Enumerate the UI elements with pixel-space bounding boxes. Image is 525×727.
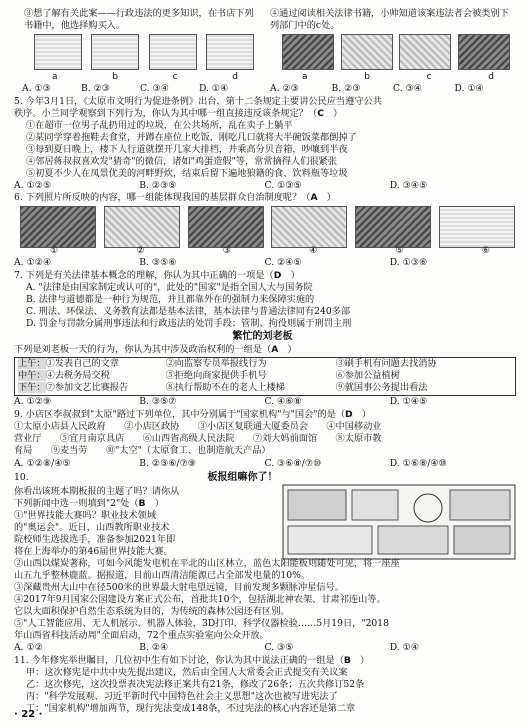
q7-stem: 7. 下列是有关法律基本概念的理解，你认为其中正确的一项是（D ）	[14, 270, 300, 281]
book-images	[34, 34, 254, 70]
photo-4	[271, 206, 347, 248]
page-number: · 22 ·	[14, 708, 43, 720]
q5-options: A. ①②⑤ B. ②③⑤ C. ①③⑤ D. ③④⑤	[14, 180, 428, 191]
department-labels: a b c d	[302, 72, 494, 82]
photo-6	[439, 206, 515, 248]
blackboard-illustration	[282, 484, 516, 560]
book-image-c	[149, 34, 197, 70]
q10-number: 10.	[14, 472, 29, 483]
q10-title: 板报组嘛你了！	[207, 472, 278, 483]
q7-option-b: B. 法律与道德都是一种行为规范，并且都靠外在的强制力来保障实施的	[26, 294, 315, 305]
q9-items-2: 营业厅 ⑤宜月南京具店 ⑥山西省高级人民法院 ⑦刘大妈前面馆 ⑧太原市教	[14, 433, 382, 444]
department-image-a	[282, 34, 334, 70]
department-image-d	[458, 34, 510, 70]
photo-1	[20, 206, 96, 248]
schedule-row-noon: 中午：④去税务局交税 ⑤拒绝向商家提供手机号 ⑥参加公益植树	[18, 370, 400, 381]
q7-option-a: A. "法律是由国家制定或认可的"，此处的"国家"是指全国人大与国务院	[26, 282, 313, 293]
q10-news-1b: 的"奥运会"。近日，山西教所职业技术	[14, 522, 170, 533]
q11-statement-ding: 丁："国家机构"增加两节，现行宪法变成148条，不过宪法的核心内容还是第二章	[26, 703, 356, 714]
q10-news-2a: ②山西以煤炭著称，可如今风能发电机在平北的山区林立，蓝色太阳能板则随处可见，将一座座	[14, 558, 400, 569]
q5-stem-2: 秩序。小兰同学观察到下列行为，你认为其中哪一组直接违反该条规定？（C ）	[14, 108, 343, 119]
q6-stem: 6. 下列照片所反映的内容，哪一组能体现我国的基层群众自治制度呢？（A ）	[14, 192, 336, 203]
q10-news-4a: ④2017年9月国家公园建设方案正式公布，首批共10个，包括湖北神农架、甘肃祁连山等。	[14, 594, 386, 605]
q8-stem: 下列是刘老板一天的行为，你认为其中涉及政治权利的一组是（A ）	[14, 344, 297, 355]
q9-options: A. ①②⑧/④⑤ B. ②③⑥/⑦⑨ C. ③⑥⑧/⑦⑩ D. ①⑥⑧/④⑩	[14, 458, 447, 469]
department-images	[282, 34, 510, 70]
q10-news-4b: 它以大面积保护自然生态系统为目的，为传统的森林公园还有区别。	[14, 606, 290, 617]
department-image-c	[399, 34, 451, 70]
q9-items-1: ①太原小店县人民政府 ②小店区政协 ③小店区复联通大厦委员会 ④中国移动业	[14, 421, 382, 432]
q11-answer: B	[343, 655, 351, 666]
q8-options: A. ①②⑨ B. ③⑤⑦ C. ④⑥⑧ D. ①④⑤	[14, 396, 428, 407]
photo-3	[188, 206, 264, 248]
q7-answer: D	[273, 270, 282, 281]
q11-statement-yi: 乙：这次修宪，这次投票表决宪法修正案共有21条，修改了26条；五次共修订52条	[26, 679, 365, 690]
schedule-row-morning: 上午：①发表自己的文章 ②向监察专员举报线行为 ③刷手机有问题去找消协	[18, 358, 437, 369]
q10-news-1a: ①"世界技能大赛吗？职业技术领域	[14, 510, 157, 521]
q10-stem-1: 你看出该班本期板报的主题了吗？请你从	[14, 486, 180, 497]
q10-options: A. ①② B. ②④ C. ③⑤ D. ①④	[14, 642, 420, 653]
q5-item: ③每到夏日晚上，楼下人行道就摆开几家大排档，并乘高分贝音箱，吵嚷到半夜	[26, 144, 348, 155]
photo-5	[355, 206, 431, 248]
q5-item: ②某同学穿着拖鞋去食堂，并蹲在座位上吃饭，刚吃几口就将大半碗饭菜都倒掉了	[26, 132, 357, 143]
q5-item: ①在超市一位男子乱扔用过的垃圾，在公共场所，乱在卖子上躺平	[26, 120, 293, 131]
q4-item3-text: ③想了解有关此案——行政违法的更多知识，在书店下列书籍中，他选择购买入。	[24, 8, 254, 31]
q10-news-2b: 山五九乎整林鹿蓝。据报道，目前山西清洁能源已占全部发电量的10%。	[14, 570, 311, 581]
q7-option-c: C. 刑法、环保法、义务教育法都是基本法律，基本法律与普通法律同有240多部	[26, 306, 351, 317]
q4-left-options: A. ①③ B. ②③ C. ③④ D. ①④	[22, 83, 229, 94]
photo-2	[104, 206, 180, 248]
book-image-d	[206, 34, 254, 70]
q10-stem-2: 下列新闻中选一则填到"2"处（B ）	[14, 498, 164, 509]
q10-answer: B	[138, 498, 146, 509]
q10-news-5a: ⑤"人工智能应用、无人机展示、机器人体验，3D打印、科学仪器检验……5月19日，"2018	[14, 618, 389, 629]
q6-photo-labels: ① ② ③ ④ ⑤ ⑥	[50, 246, 490, 256]
q5-item: ④邻居蒋叔叔喜欢发"猜奇"的微信，诸如"鸡蛋造假"等，常常摘得人们很紧张	[26, 156, 337, 167]
book-image-b	[91, 34, 139, 70]
q8-answer: A	[271, 344, 279, 355]
q4-right-options: A. ②③ B. ②③ C. ③④ D. ①④	[270, 83, 484, 94]
q9-answer: D	[345, 409, 353, 420]
q5-answer: C	[317, 108, 324, 119]
q10-news-3: ③深藏贵州大山中在径500米的世界最大射电望远镜，目前发现多颗脉冲星信号。	[14, 582, 344, 593]
q6-answer: A	[310, 192, 318, 203]
book-labels: a b c d	[52, 72, 238, 82]
q5-item: ⑤初夏不少人在凤景优美的河畔野炊，结束后留下遍地狼籍的食、饮料瓶等垃圾	[26, 168, 348, 179]
schedule-row-afternoon: 下午：⑦参加文艺比赛报告 ⑧执行帮助不在的老人上楼梯 ⑨就国事公务提出看法	[18, 382, 428, 393]
q6-photos	[20, 206, 515, 248]
q11-stem: 11. 今年修宪举世瞩目，几位初中生有如下讨论，你认为其中说法正确的一组是（B ）	[14, 655, 370, 666]
q7-option-d: D. 罚金与罚款分属刑事违法和行政违法的处罚手段；管制、拘役则属于刑罚主刑	[26, 318, 352, 329]
q9-items-3: 育局 ⑨麦当劳 ⑩"太空"（太原食工、也制造航天产品）	[14, 445, 271, 456]
q10-news-5b: 年山西省科技活动周"全面启动，72个重点实验室向公众开放。	[14, 630, 269, 641]
q10-news-1d: 将在上海举办的第46届世界技能大赛。	[14, 546, 173, 557]
q5-stem-1: 5. 今年3月1日，《太原市文明行为促进条例》出台，第十二条规定主要讲公民应当遵守公共	[14, 96, 382, 107]
q9-stem: 9. 小店区李叔叔到"太原"路过下列单位，其中分别属于"国家机构"与"国会"的是（D ）	[14, 409, 372, 420]
board-title: 繁忙的刘老板	[232, 331, 293, 342]
q6-options: A. ①②④ B. ③⑤⑥ C. ②④⑤ D. ①③⑥	[14, 257, 428, 268]
department-image-b	[341, 34, 393, 70]
book-image-a	[34, 34, 82, 70]
q11-statement-jia: 甲：这次修宪是中共中央先提出建议，然后由全国人大常委会正式提交有关议案	[26, 667, 348, 678]
q10-news-1c: 院校师生选拔选手，准备参加2021年即	[14, 534, 176, 545]
q11-statement-bing: 丙："科学发展观、习近平新时代中国特色社会主义思想"这次也被写进宪法了	[26, 691, 338, 702]
q4-item4-text: ④通过阅读相关法律书籍，小帅知道该案违法者会被类别下列部门中的c处。	[270, 8, 509, 31]
